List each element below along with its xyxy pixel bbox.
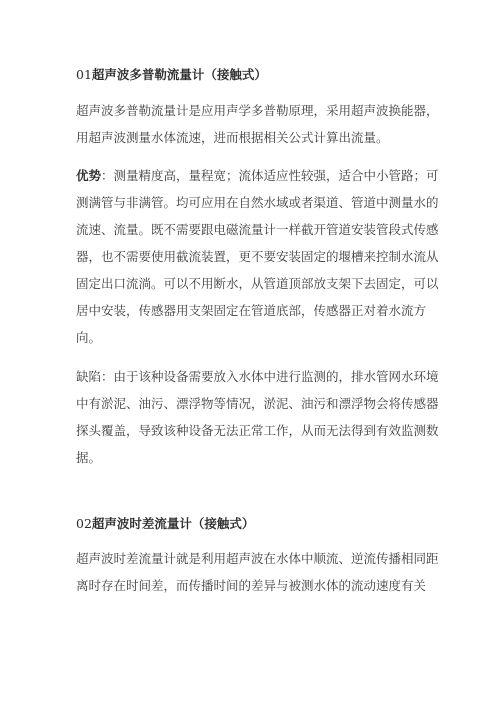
section-1-heading bbox=[76, 66, 267, 84]
text-line: 用超声波测量水体流速，进而根据相关公式计算出流量。 bbox=[76, 130, 389, 145]
section-2-intro bbox=[76, 545, 439, 599]
section-1-number: 01 bbox=[76, 67, 92, 82]
advantages-label: 优势 bbox=[76, 168, 102, 183]
text-line: 探头覆盖，导致该种设备无法正常工作，从而无法得到有效监测数 bbox=[76, 423, 439, 438]
text-line: 流速、流量。既不需要跟电磁流量计一样截开管道安装管段式传感 bbox=[76, 222, 439, 237]
text-line: 离时存在时间差，而传播时间的差异与被测水体的流动速度有关 bbox=[76, 578, 427, 593]
text-line: 超声波多普勒流量计是应用声学多普勒原理，采用超声波换能器， bbox=[76, 103, 439, 118]
section-1-intro bbox=[76, 97, 439, 151]
advantages-text: ：测量精度高，量程宽；流体适应性较强，适合中小管路；可 bbox=[101, 168, 439, 183]
text-line: 超声波时差流量计就是利用超声波在水体中顺流、逆流传播相同距 bbox=[76, 551, 439, 566]
text-line: 向。 bbox=[76, 330, 102, 345]
text-line: 固定出口流淌。可以不用断水，从管道顶部放支架下去固定，可以 bbox=[76, 276, 439, 291]
text-line: 中有淤泥、油污、漂浮物等情况，淤泥、油污和漂浮物会将传感器 bbox=[76, 396, 439, 411]
text-line bbox=[76, 162, 439, 189]
section-1-advantages bbox=[76, 162, 439, 351]
section-1-title: 超声波多普勒流量计（接触式） bbox=[91, 67, 267, 82]
text-line: 据。 bbox=[76, 450, 102, 465]
section-1-disadvantages bbox=[76, 363, 439, 471]
section-2-title: 超声波时差流量计（接触式） bbox=[91, 516, 255, 531]
text-line: 缺陷：由于该种设备需要放入水体中进行监测的，排水管网水环境 bbox=[76, 369, 439, 384]
text-line: 居中安装，传感器用支架固定在管道底部，传感器正对着水流方 bbox=[76, 303, 427, 318]
section-2-number: 02 bbox=[76, 516, 92, 531]
section-2-heading bbox=[76, 515, 254, 533]
text-line: 测满管与非满管。均可应用在自然水域或者渠道、管道中测量水的 bbox=[76, 195, 439, 210]
text-line: 器，也不需要使用截流装置，更不要安装固定的堰槽来控制水流从 bbox=[76, 249, 439, 264]
